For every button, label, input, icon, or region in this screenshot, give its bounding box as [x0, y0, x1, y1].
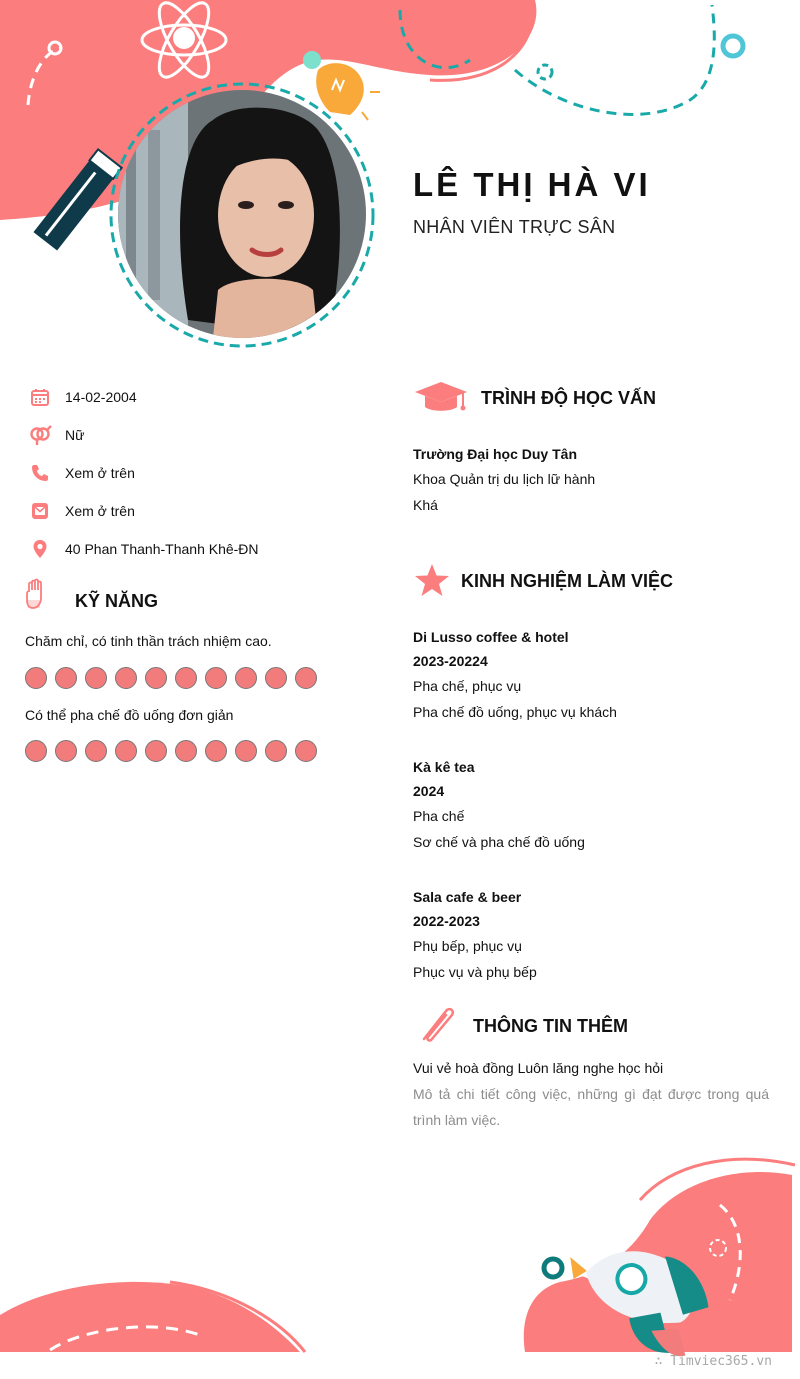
- additional-info-text: Vui vẻ hoà đồng Luôn lăng nghe học hỏi: [413, 1060, 664, 1076]
- rating-dot: [235, 667, 257, 689]
- calendar-icon: [28, 385, 52, 409]
- rating-dot: [85, 667, 107, 689]
- rating-dot: [205, 740, 227, 762]
- job-1-period: 2023-20224: [413, 653, 488, 669]
- experience-heading: KINH NGHIỆM LÀM VIỆC: [461, 571, 674, 591]
- rating-dot: [235, 740, 257, 762]
- contact-email-text: Xem ở trên: [65, 503, 135, 519]
- education-heading: TRÌNH ĐỘ HỌC VẤN: [481, 388, 656, 408]
- job-1-description: Pha chế đồ uống, phục vụ khách: [413, 704, 617, 720]
- skill-name-1: Chăm chỉ, có tinh thần trách nhiệm cao.: [25, 633, 272, 649]
- rating-dot: [115, 740, 137, 762]
- contact-birthday-text: 14-02-2004: [65, 389, 137, 405]
- profile-job-title: NHÂN VIÊN TRỰC SÂN: [413, 217, 616, 237]
- hand-icon: [24, 578, 48, 615]
- phone-icon: [28, 461, 52, 485]
- email-icon: [28, 499, 52, 523]
- rating-dot: [205, 667, 227, 689]
- rating-dot: [295, 740, 317, 762]
- skill-name-2: Có thể pha chế đồ uống đơn giản: [25, 707, 234, 723]
- job-2-company: Kà kê tea: [413, 759, 475, 775]
- job-2-period: 2024: [413, 783, 445, 799]
- paperclip-icon: [416, 1005, 458, 1050]
- job-2-description: Sơ chế và pha chế đồ uống: [413, 834, 585, 850]
- star-icon: [414, 563, 450, 602]
- education-school: Trường Đại học Duy Tân: [413, 446, 577, 462]
- contact-gender: [28, 423, 85, 447]
- rating-dot: [175, 667, 197, 689]
- location-icon: [28, 537, 52, 561]
- education-grade: Khá: [413, 497, 438, 513]
- watermark: ∴ Timviec365.vn: [654, 1354, 772, 1369]
- rating-dot: [25, 740, 47, 762]
- contact-address-text: 40 Phan Thanh-Thanh Khê-ĐN: [65, 541, 259, 557]
- rating-dot: [265, 667, 287, 689]
- job-1-company: Di Lusso coffee & hotel: [413, 629, 569, 645]
- skill-rating-1: [25, 667, 317, 689]
- rating-dot: [115, 667, 137, 689]
- contact-email: [28, 499, 135, 523]
- contact-address: [28, 537, 259, 561]
- contact-birthday: [28, 385, 137, 409]
- rating-dot: [145, 667, 167, 689]
- education-major: Khoa Quản trị du lịch lữ hành: [413, 471, 596, 487]
- job-3-company: Sala cafe & beer: [413, 889, 522, 905]
- job-3-role: Phụ bếp, phục vụ: [413, 938, 522, 954]
- rating-dot: [295, 667, 317, 689]
- additional-info-placeholder: Mô tả chi tiết công việc, những gì đạt được trong quá trình làm việc.: [413, 1086, 769, 1128]
- gender-icon: [28, 423, 52, 447]
- contact-phone: [28, 461, 135, 485]
- job-3-period: 2022-2023: [413, 913, 480, 929]
- job-2-role: Pha chế: [413, 808, 465, 824]
- contact-phone-text: Xem ở trên: [65, 465, 135, 481]
- skills-heading: KỸ NĂNG: [75, 591, 159, 611]
- rating-dot: [55, 740, 77, 762]
- job-3-description: Phục vụ và phụ bếp: [413, 964, 537, 980]
- job-1-role: Pha chế, phục vụ: [413, 678, 522, 694]
- graduation-cap-icon: [413, 380, 469, 419]
- profile-name: LÊ THỊ HÀ VI: [413, 166, 651, 203]
- profile-photo: [118, 90, 366, 338]
- contact-gender-text: Nữ: [65, 427, 85, 443]
- rating-dot: [85, 740, 107, 762]
- rating-dot: [175, 740, 197, 762]
- rating-dot: [25, 667, 47, 689]
- additional-info-heading: THÔNG TIN THÊM: [473, 1016, 628, 1036]
- rating-dot: [265, 740, 287, 762]
- rating-dot: [145, 740, 167, 762]
- rating-dot: [55, 667, 77, 689]
- skill-rating-2: [25, 740, 317, 762]
